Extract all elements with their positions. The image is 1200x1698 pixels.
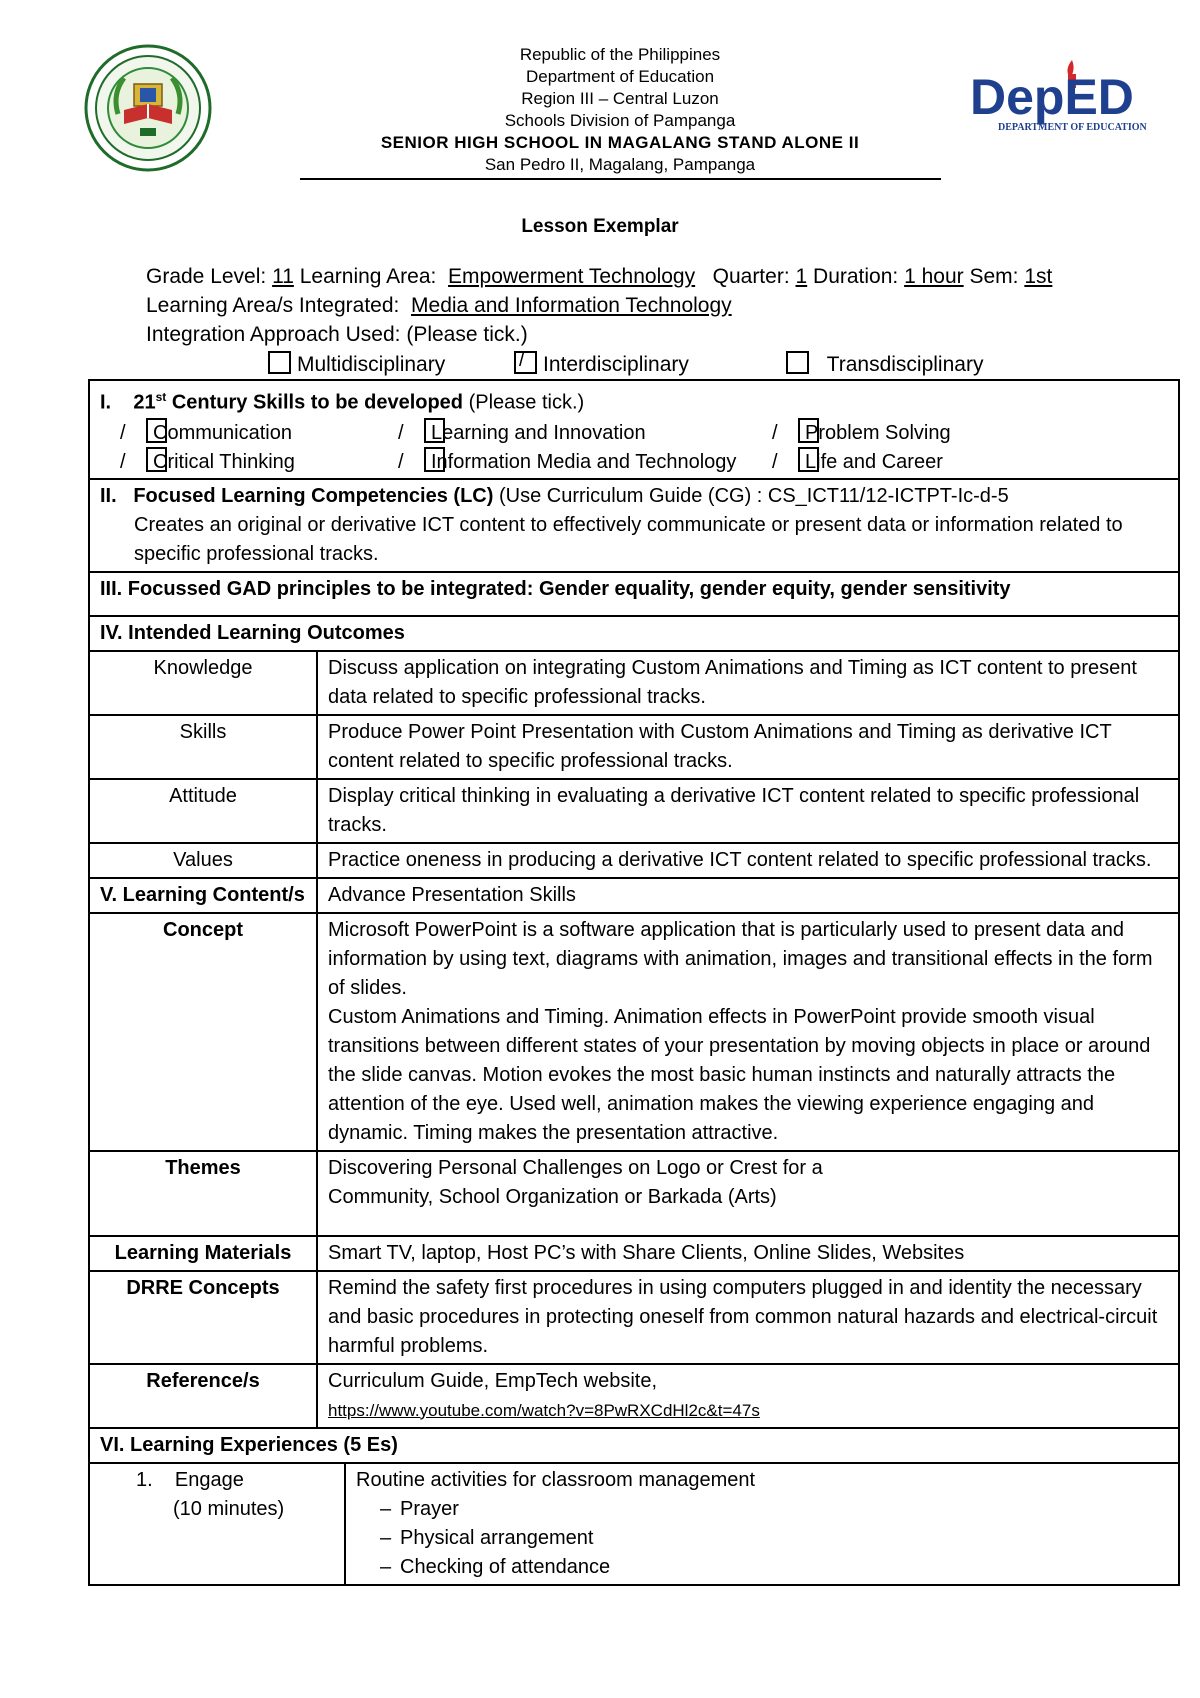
drre-text: Remind the safety first procedures in using computers plugged in and identity the necessary and basic procedures in protecting oneself from common natural hazards and electrical-circuit harmful problems. [317,1271,1179,1364]
concept-paragraph-2: Custom Animations and Timing. Animation effects in PowerPoint provide smooth visual transitions between different states of your presentation by moving objects in place or around the slide canvas. Motion evokes the most basic human instincts and naturally attracts the attention of the eye. Used well, animation makes the viewing experience engaging and dynamic. Timing makes the presentation attractive. [328,1005,1151,1144]
outcome-label: Values [89,843,317,878]
materials-text: Smart TV, laptop, Host PC’s with Share Clients, Online Slides, Websites [317,1236,1179,1271]
approach-transdisciplinary[interactable] [786,351,983,378]
skill-critical-thinking[interactable]: / Critical Thinking [120,447,295,477]
quarter-label: Quarter: [712,265,790,288]
concept-label: Concept [89,913,317,1151]
header-region: Region III – Central Luzon [521,89,719,108]
header-school-name: SENIOR HIGH SCHOOL IN MAGALANG STAND ALONE II [380,133,860,152]
checkbox-icon[interactable] [786,351,809,374]
themes-cell [317,1151,1179,1236]
skills-row-2 [100,447,1168,476]
content-row-concept [89,913,1179,1151]
tick-mark: / [519,349,525,371]
sem-label: Sem: [969,265,1019,288]
content-title: V. Learning Content/s [89,878,317,913]
outcome-text: Produce Power Point Presentation with Custom Animations and Timing as derivative ICT content related to specific professional tracks. [317,715,1179,779]
engage-label: Engage [174,1468,244,1491]
skills-row-1 [100,418,1168,447]
approach-interdisciplinary[interactable] [514,351,689,378]
engage-label-cell [89,1463,345,1585]
drre-label: DRRE Concepts [89,1271,317,1364]
skills-numeral: I. [100,391,112,414]
document-title: Lesson Exemplar [521,216,679,237]
outcome-label: Skills [89,715,317,779]
header-republic: Republic of the Philippines [519,45,721,64]
engage-content-cell [345,1463,1179,1585]
deped-logo-subtext: DEPARTMENT OF EDUCATION [998,122,1147,133]
engage-heading [136,1466,334,1495]
references-label: Reference/s [89,1364,317,1428]
section-content [89,878,1179,913]
content-value: Advance Presentation Skills [317,878,1179,913]
outcome-row-attitude [89,779,1179,843]
outcome-label: Attitude [89,779,317,843]
outcome-label: Knowledge [89,651,317,715]
list-item: – Checking of attendance [356,1553,1168,1582]
approach-multidisciplinary[interactable] [268,351,445,378]
outcome-row-knowledge [89,651,1179,715]
competencies-numeral: II. [100,484,117,507]
area-label: Learning Area: [299,265,437,288]
list-item: – Physical arrangement [356,1524,1168,1553]
skill-information-media[interactable]: / Information Media and Technology [398,447,736,477]
concept-paragraph-1: Microsoft PowerPoint is a software application that is particularly used to present data and information by using text, diagrams with animation, images and transitional effects in the form of slides. [328,918,1153,999]
engage-time: (10 minutes) [173,1497,285,1520]
approach-label: Interdisciplinary [543,353,689,376]
engage-activity-list [356,1495,1168,1582]
duration-value: 1 hour [904,265,964,288]
header-divider [300,178,941,180]
experience-row-engage [89,1463,1179,1585]
section-skills [89,380,1179,479]
school-seal-logo [84,44,212,172]
area-value: Empowerment Technology [448,265,696,288]
experiences-title: VI. Learning Experiences (5 Es) [89,1428,1179,1463]
skills-title-b: Century Skills to be developed [166,391,464,414]
header-division: Schools Division of Pampanga [504,111,736,130]
skill-life-career[interactable]: / Life and Career [772,447,943,477]
list-item: – Prayer [356,1495,1168,1524]
references-cell [317,1364,1179,1428]
header-address: San Pedro II, Magalang, Pampanga [484,155,756,174]
content-row-materials [89,1236,1179,1271]
competencies-title: Focused Learning Competencies (LC) [133,484,494,507]
deped-logo [968,56,1168,142]
content-row-references [89,1364,1179,1428]
skills-heading [100,383,1168,418]
duration-label: Duration: [813,265,899,288]
outcomes-title: IV. Intended Learning Outcomes [89,616,1179,651]
document-header [300,44,940,176]
engage-number: 1. [136,1468,153,1491]
approach-label: Multidisciplinary [297,353,446,376]
competencies-heading [100,482,1168,511]
content-row-themes [89,1151,1179,1236]
concept-cell [317,913,1179,1151]
skills-title-sup: st [155,390,167,404]
competencies-note: (Use Curriculum Guide (CG) : CS_ICT11/12-ICTPT-Ic-d-5 [493,484,1009,507]
outcome-text: Display critical thinking in evaluating a derivative ICT content related to specific professional tracks. [317,779,1179,843]
grade-label: Grade Level: [146,265,267,288]
integrated-value: Media and Information Technology [411,294,732,317]
outcome-text: Practice oneness in producing a derivative ICT content related to specific professional tracks. [317,843,1179,878]
section-gad [89,572,1179,616]
content-row-drre [89,1271,1179,1364]
approach-line: Integration Approach Used: (Please tick.) [146,323,528,346]
outcome-row-values [89,843,1179,878]
approach-label: Transdisciplinary [826,353,984,376]
sem-value: 1st [1024,265,1053,288]
quarter-value: 1 [795,265,808,288]
materials-label: Learning Materials [89,1236,317,1271]
outcome-row-skills [89,715,1179,779]
section-outcomes [89,616,1179,651]
lesson-table [88,379,1180,1586]
section-competencies [89,479,1179,572]
competencies-text: Creates an original or derivative ICT content to effectively communicate or present data or information related to specific professional tracks. [134,513,1123,565]
checked-checkbox-icon[interactable] [514,351,537,374]
deped-logo-text: DepED [970,69,1134,125]
integrated-label: Learning Area/s Integrated: [146,294,400,317]
themes-label: Themes [89,1151,317,1236]
skills-title-a: 21 [133,391,156,414]
checkbox-icon[interactable] [268,351,291,374]
skills-note: (Please tick.) [463,391,585,414]
outcome-text: Discuss application on integrating Custom Animations and Timing as ICT content to present data related to specific professional tracks. [317,651,1179,715]
integrated-line [146,293,732,319]
section-learning-experiences [89,1428,1179,1463]
skill-learning-innovation[interactable]: / Learning and Innovation [398,418,646,448]
themes-line-2: Community, School Organization or Barkada (Arts) [328,1185,777,1208]
references-text: Curriculum Guide, EmpTech website, [328,1369,658,1392]
skill-problem-solving[interactable]: / Problem Solving [772,418,951,448]
skill-communication[interactable]: / Communication [120,418,292,448]
grade-line [146,264,1052,290]
grade-value: 11 [272,265,294,288]
gad-title: III. Focussed GAD principles to be integrated: Gender equality, gender equity, gender sensitivity [89,572,1179,616]
youtube-reference-link[interactable]: https://www.youtube.com/watch?v=8PwRXCdHl2c&t=47s [328,1400,760,1420]
header-department: Department of Education [525,67,715,86]
themes-line-1: Discovering Personal Challenges on Logo or Crest for a [328,1156,823,1179]
engage-intro: Routine activities for classroom management [356,1468,756,1491]
